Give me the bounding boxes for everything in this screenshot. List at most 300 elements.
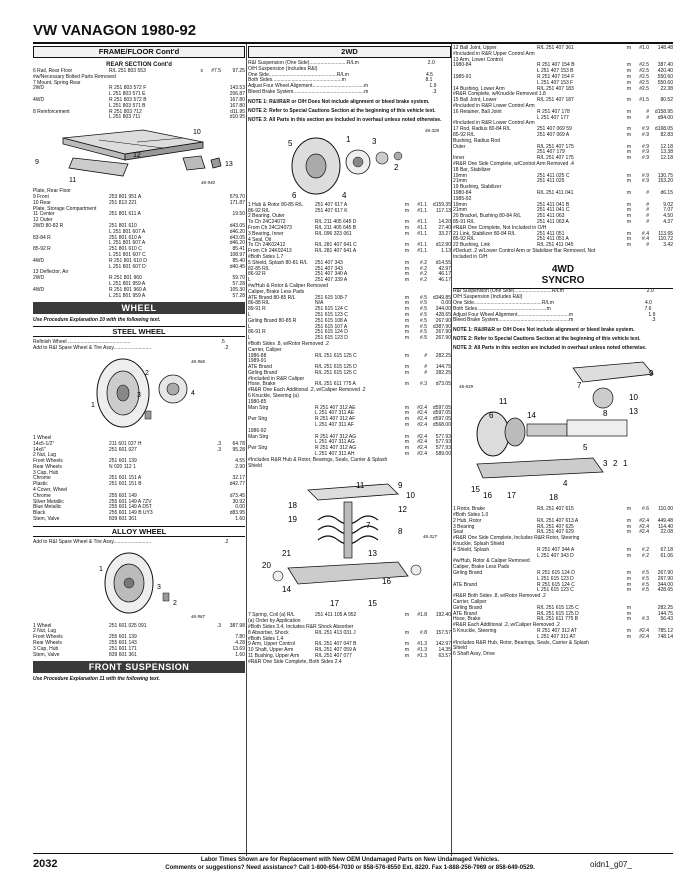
svg-text:14: 14	[527, 411, 536, 421]
part-price: 63.57	[438, 653, 451, 660]
labor-hours: #.6	[642, 506, 649, 513]
labor-hours: #.5	[420, 317, 427, 324]
labor-type: m	[404, 451, 409, 458]
part-description: Hose, Brake	[248, 381, 276, 388]
part-number: L 251 801 607 A	[109, 240, 146, 247]
part-number: R 251 407 178	[537, 108, 570, 115]
part-description: 6 Shaft Assy, Drive	[453, 651, 495, 658]
labor-hours: #	[646, 114, 649, 121]
part-price: 59.70	[232, 275, 245, 282]
part-number: 251 615 124 D	[315, 329, 348, 336]
part-price: 449.48	[657, 517, 673, 524]
part-price: 61.06	[660, 552, 673, 559]
part-price: 82.83	[660, 131, 673, 138]
part-number: R 251 407 312 AF	[315, 416, 356, 423]
column-frame-floor	[33, 46, 245, 856]
part-price: 7.80	[235, 634, 245, 641]
part-description: Pwr Strg	[248, 416, 268, 423]
part-price: 105.30	[229, 286, 245, 293]
part-number: R 251 803 572 F	[109, 85, 147, 92]
svg-text:10: 10	[193, 129, 201, 137]
labor-hours: #	[646, 242, 649, 249]
labor-hours: #.9	[642, 149, 649, 156]
part-description: 13 Deflector, Air	[33, 269, 69, 276]
labor-hours: #.4	[642, 236, 649, 243]
part-number: R/L 251 407 175	[537, 143, 574, 150]
part-description: L	[248, 277, 251, 284]
part-price: 46.17	[438, 277, 451, 284]
frame-floor-illustration	[33, 124, 245, 186]
part-price: d42.77	[229, 481, 245, 488]
part-price: 550.60	[657, 79, 673, 86]
part-description: 1986-88	[248, 352, 267, 359]
svg-text:2: 2	[613, 459, 618, 469]
section-header-syncro: SYNCRO	[453, 275, 673, 289]
front-suspension-illustration	[248, 472, 451, 610]
part-price: d12.90	[435, 242, 451, 249]
note-3: NOTE 3: All Parts in this section are included in overhaul unless noted otherwise.	[248, 116, 442, 123]
part-description: L	[248, 335, 251, 342]
part-number: 255 601 149 A 7ZV	[109, 498, 152, 505]
svg-text:1: 1	[99, 565, 103, 573]
parts-table	[33, 436, 245, 523]
part-number: R/L 251 411 045	[537, 242, 574, 249]
part-description: 2WD	[33, 275, 45, 282]
part-price: d73.45	[229, 492, 245, 499]
labor-hours: #2.4	[417, 451, 427, 458]
part-number: 251 411 041 B	[537, 201, 570, 208]
part-description: From Ch 24K02413	[248, 248, 292, 255]
part-number: R 251 615 124 D	[537, 570, 575, 577]
part-description: Stem, Valve	[33, 651, 60, 658]
part-price: 167.80	[229, 102, 245, 109]
labor-hours: #1.3	[417, 647, 427, 654]
part-description: Chrome	[33, 492, 51, 499]
part-price: 9.02	[663, 201, 673, 208]
note-2: NOTE 2: Refer to Special Cautions Section at the beginning of this vehicle text.	[248, 107, 436, 114]
procedure-note: Use Procedure Explanation 11 with the following text.	[33, 676, 160, 683]
labor-type: m	[626, 172, 631, 179]
labor-hours: .3	[432, 88, 437, 95]
svg-text:1: 1	[91, 401, 95, 409]
part-description: 3 Cap, Hub	[33, 469, 59, 476]
labor-type: m	[626, 506, 631, 513]
part-number: R 251 615 124 C	[537, 581, 575, 588]
svg-text:3: 3	[137, 391, 141, 399]
part-description: 12 Ball Joint, Upper	[453, 45, 497, 51]
part-description: 21mm	[453, 207, 467, 214]
part-price: 4.55	[235, 458, 245, 465]
part-description: Carrier, Caliper	[453, 599, 487, 606]
part-price	[649, 652, 673, 658]
part-description: 14x5-1/2"	[33, 440, 55, 447]
part-row	[33, 540, 245, 546]
part-number: R 251 407 312 AT	[537, 628, 577, 634]
part-number: L 251 407 311 AF	[315, 422, 354, 429]
column-2wd	[248, 46, 451, 856]
part-price: 267.90	[657, 575, 673, 582]
labor-hours: #2.4	[417, 422, 427, 429]
parts-table	[453, 46, 673, 260]
part-price: d597.05	[432, 404, 451, 411]
part-number: R/L 251 411 041	[537, 189, 574, 196]
labor-hours: 2.0	[646, 288, 654, 295]
labor-type: m	[404, 439, 409, 446]
part-number: 251 801 611 A	[109, 211, 141, 218]
part-price: d83.95	[229, 510, 245, 517]
svg-text:3: 3	[603, 459, 608, 469]
labor-hours: #1.1	[417, 230, 427, 237]
part-price: 14.20	[438, 219, 451, 226]
part-price: 113.65	[658, 230, 673, 237]
part-row	[33, 653, 245, 659]
labor-type: m	[404, 445, 409, 452]
labor-type: m	[404, 404, 409, 411]
svg-text:13: 13	[629, 407, 638, 417]
part-price: 0.00	[441, 300, 451, 307]
part-description: Girling Brand	[248, 369, 278, 376]
labor-hours: #.9	[642, 178, 649, 185]
part-price: 577.93	[435, 433, 451, 440]
parts-table	[33, 69, 245, 121]
labor-type: m	[404, 335, 409, 342]
part-number: L 251 801 959 A	[109, 280, 146, 287]
part-description: Rear Wheels	[33, 640, 62, 647]
part-price: 4.28	[235, 640, 245, 647]
svg-text:9: 9	[649, 369, 654, 379]
part-description: 4 Shield, Splash	[453, 546, 490, 553]
labor-type: m	[404, 641, 409, 648]
part-description: #R&R One Each Additional .2, w/Caliper Removed .2	[248, 387, 366, 394]
part-number: 251 411 051 A	[537, 236, 569, 243]
footer-rule	[33, 853, 673, 854]
svg-text:5: 5	[583, 443, 588, 453]
part-price: 110.00	[658, 506, 673, 513]
labor-hours: #	[646, 218, 649, 225]
labor-hours: #.2	[420, 277, 427, 284]
part-number: R/L 251 407 361	[537, 45, 574, 51]
part-description: 19mm	[453, 172, 467, 179]
part-description: Girling Brand	[453, 604, 483, 611]
labor-type: m	[404, 224, 409, 231]
part-price	[436, 90, 451, 96]
labor-hours: #2.4	[639, 529, 649, 536]
part-description: 1985-92	[453, 195, 472, 202]
labor-hours	[417, 660, 431, 666]
part-description: O/H Suspension (Includes R&I)	[248, 65, 318, 72]
labor-hours: #.5	[420, 335, 427, 342]
part-number: 255 601 149 A D5T	[109, 504, 152, 511]
part-description: Outer	[453, 143, 466, 150]
part-description: 5 Knuckle, Steering	[453, 628, 497, 634]
part-number: R/L 251 615 125 C	[315, 369, 357, 376]
labor-hours: .3	[216, 622, 221, 629]
labor-type: m	[626, 207, 631, 214]
part-description: 19 Bushing, Stabilizer	[453, 184, 502, 191]
part-price: d73.05	[435, 381, 451, 388]
part-description: ATE Brand	[248, 364, 273, 371]
svg-text:18: 18	[288, 501, 297, 511]
labor-type: m	[626, 581, 631, 588]
part-price	[228, 346, 245, 352]
part-number: 251 801 610	[109, 222, 137, 229]
labor-type: m	[626, 79, 631, 86]
part-number: L 251 407 311 AE	[315, 410, 355, 417]
note-2: NOTE 2: Refer to Special Cautions Section at the beginning of this vehicle text.	[453, 336, 641, 343]
part-price: 22.08	[660, 529, 673, 536]
part-number: R/L 251 407 613 A	[537, 517, 579, 524]
part-price: d597.05	[432, 416, 451, 423]
part-description: 14 Bushing, Lower Arm	[453, 85, 505, 92]
part-number: R/L 251 407 629	[537, 529, 574, 536]
part-description: 13 Arm, Lower Control	[453, 56, 503, 63]
part-price: 267.90	[435, 317, 451, 324]
svg-text:6: 6	[292, 190, 297, 200]
svg-text:7: 7	[577, 381, 582, 391]
part-number: R/L 251 407 047 B	[315, 641, 357, 648]
part-price: 110.72	[658, 236, 673, 243]
part-description: 8 Absorber, Shock	[248, 629, 289, 636]
part-description: 1985-91	[453, 73, 472, 80]
part-price: d46.20	[229, 240, 245, 247]
alloy-wheel-illustration	[33, 549, 245, 621]
part-price: d46.20	[229, 228, 245, 235]
labor-hours: #.9	[642, 172, 649, 179]
part-price: d198.05	[654, 126, 673, 133]
labor-hours: #1.1	[417, 201, 427, 208]
part-number: 251 407 343	[315, 259, 343, 266]
labor-hours: 4.5	[426, 71, 433, 78]
part-number: L 251 801 607 D	[109, 263, 146, 270]
part-description: #Included in R&R Lower Control Arm	[453, 120, 535, 127]
part-price: 27.40	[438, 224, 451, 231]
steel-wheel-diagram	[33, 355, 245, 433]
part-row	[453, 652, 673, 658]
part-description: 18 Bar, Stabilizer	[453, 166, 491, 173]
labor-type: m	[626, 68, 631, 75]
part-description: 4WD	[33, 96, 45, 103]
part-number: R/L 251 407 625	[537, 523, 574, 530]
part-number: 211 601 027 H	[109, 440, 142, 447]
svg-text:13: 13	[225, 161, 233, 169]
part-number: R 251 407 154 B	[537, 62, 575, 69]
part-number: R 251 407 344 A	[537, 546, 575, 553]
labor-type: m	[404, 317, 409, 324]
column-divider	[451, 44, 452, 856]
part-number	[537, 652, 607, 658]
labor-type: m	[404, 381, 409, 388]
labor-hours: .2	[224, 538, 229, 545]
part-description	[33, 115, 109, 121]
part-number: N/A	[315, 300, 324, 307]
labor-type	[411, 90, 426, 96]
part-number: 255 601 139	[109, 634, 137, 641]
part-description: Shield	[453, 645, 467, 652]
part-description: 86-92 R/L	[248, 207, 270, 214]
part-number: R/L 211 405 645 B	[315, 224, 357, 231]
part-description: Girling Brand 80-85 R	[248, 317, 297, 324]
labor-hours: #.5	[642, 570, 649, 577]
part-description: 11 Center	[33, 211, 55, 218]
part-price: 2.90	[235, 463, 245, 470]
labor-hours: #.5	[420, 323, 427, 330]
part-price: 4.50	[663, 213, 673, 220]
part-price	[427, 464, 451, 470]
labor-type: m	[404, 369, 409, 376]
part-description: 4WD	[33, 286, 45, 293]
svg-text:12: 12	[398, 505, 407, 515]
footer-contact: Comments or suggestions? Need assistance? Call 1-800-654-7030 or 858-576-8550 Ext. 8220. Fax 1-888-256-7969 or 858-649-0529.	[165, 865, 535, 871]
part-number: 251 411 063 A	[537, 218, 569, 225]
figure-id: 46-327	[422, 534, 437, 540]
labor-type: m	[626, 178, 631, 185]
labor-hours: #	[424, 352, 427, 359]
labor-hours: #2.4	[417, 416, 427, 423]
part-description: Black	[33, 510, 46, 517]
part-number: 839 601 361	[109, 651, 137, 658]
labor-hours: #.9	[642, 143, 649, 150]
labor-hours: #.4	[642, 230, 649, 237]
part-number: L 251 407 343 D	[537, 552, 574, 559]
section-header-frame-floor: FRAME/FLOOR Cont'd	[33, 46, 245, 58]
part-price: 577.93	[435, 445, 451, 452]
part-price: 267.90	[657, 570, 673, 577]
part-number: 251 407 617 A	[315, 201, 348, 208]
part-price: 56.43	[660, 616, 673, 623]
labor-hours: #.5	[420, 311, 427, 318]
part-number: N 020 112 1	[109, 463, 136, 470]
part-number	[342, 660, 398, 666]
labor-type: m	[404, 629, 409, 636]
svg-text:9: 9	[398, 481, 403, 491]
part-description: 85-92 R/L	[453, 131, 475, 138]
part-price: d40.45	[229, 263, 245, 270]
labor-type	[179, 115, 203, 121]
labor-type: m	[404, 329, 409, 336]
labor-type: m	[626, 610, 631, 617]
part-number	[573, 318, 624, 324]
labor-hours: #.5	[420, 294, 427, 301]
part-price: d6.15	[660, 189, 673, 196]
part-number: 251 601 151 B	[109, 481, 142, 488]
labor-hours: .3	[216, 446, 221, 453]
labor-table	[453, 289, 673, 324]
svg-text:1: 1	[623, 459, 628, 469]
labor-hours	[203, 517, 221, 523]
section-header-front-suspension: FRONT SUSPENSION	[33, 661, 245, 673]
labor-hours: #1.1	[417, 219, 427, 226]
part-price: 148.48	[657, 45, 673, 51]
part-description: #Both Sides 1.0	[453, 512, 489, 519]
labor-type	[607, 652, 631, 658]
labor-type: m	[404, 311, 409, 318]
labor-type	[625, 318, 643, 324]
part-description: Front Wheels	[33, 458, 63, 465]
svg-text:8: 8	[398, 527, 403, 537]
part-number: R 251 803 572 B	[109, 96, 147, 103]
part-number: R 251 407 154 F	[537, 73, 575, 80]
part-description: 1980-84	[453, 62, 472, 69]
labor-type: m	[626, 570, 631, 577]
svg-text:13: 13	[368, 549, 377, 559]
title-rule	[33, 42, 673, 44]
part-description: #Includes R&R Hub, Rotor, Bearings, Seals, Carrier & Splash	[453, 639, 589, 646]
frame-diagram	[33, 124, 245, 186]
part-price: d43.05	[229, 222, 245, 229]
part-price: 144.75	[657, 610, 673, 617]
part-number: L 251 407 153 B	[537, 68, 574, 75]
labor-hours	[409, 464, 427, 470]
part-description: Girling Brand	[453, 570, 483, 577]
part-price: 344.00	[657, 581, 673, 588]
labor-type	[199, 540, 216, 546]
labor-hours: #.5	[642, 581, 649, 588]
part-number: 251 601 027	[109, 446, 137, 453]
part-description: 21mm	[453, 178, 467, 185]
part-price	[649, 255, 673, 261]
part-description: 15 Ball Joint, Lower	[453, 97, 497, 104]
labor-hours: #2.4	[417, 439, 427, 446]
part-number: 255 601 149	[109, 492, 137, 499]
figure-id: 46-940	[200, 179, 215, 185]
part-price: 97.25	[232, 68, 245, 74]
labor-type: m	[404, 242, 409, 249]
part-description: Inner	[453, 155, 465, 162]
labor-type: m	[404, 653, 409, 660]
part-price: 153.20	[657, 178, 673, 185]
part-description: Caliper, Brake Less Pads	[248, 288, 305, 295]
part-row	[33, 517, 245, 523]
part-description: Rear Wheels	[33, 463, 62, 470]
labor-type: m	[626, 108, 631, 115]
labor-hours: #1.8	[417, 612, 427, 619]
svg-text:18: 18	[549, 493, 558, 503]
labor-type: s	[200, 68, 203, 74]
part-number: 255 601 149 B UY3	[109, 510, 153, 517]
part-number: 251 407 069 59	[537, 126, 572, 133]
labor-hours: #1.1	[417, 207, 427, 214]
part-number: R/L 251 611 775 A	[315, 381, 356, 388]
labor-hours: .2	[224, 345, 229, 352]
part-price: 108.97	[229, 251, 245, 258]
part-description: 7 Mount, Spring Rear	[33, 79, 81, 86]
labor-hours	[203, 115, 221, 121]
labor-type: m	[626, 529, 631, 536]
part-number: R 251 407 312 AE	[315, 404, 356, 411]
part-price: 167.80	[229, 96, 245, 103]
labor-hours: #	[646, 213, 649, 220]
labor-type: m	[626, 218, 631, 225]
part-description: 16 Retainer, Ball Joint	[453, 108, 502, 115]
part-description: #Both Sides 1.4	[248, 635, 284, 642]
hub-rotor-diagram	[248, 126, 451, 200]
labor-hours: #1.5	[639, 97, 649, 104]
part-price: 32.17	[232, 475, 245, 482]
part-description: 10 Shaft, Upper Arm	[248, 647, 294, 654]
part-price: 748.14	[657, 633, 673, 640]
part-price: 117.13	[436, 207, 451, 214]
part-description: To Ch 24K02412	[248, 242, 286, 249]
part-description: #Both Sides .8, w/Rotor Removed .2	[248, 340, 329, 347]
alloy-wheel-diagram	[33, 549, 245, 621]
labor-type: m	[626, 587, 631, 594]
labor-hours: #2.4	[417, 404, 427, 411]
part-number: R/L 251 803 553	[109, 68, 146, 74]
part-price: 13.69	[232, 645, 245, 652]
part-number: L 251 615 123 C	[537, 587, 574, 594]
labor-hours: #.9	[642, 126, 649, 133]
svg-text:21: 21	[282, 549, 291, 559]
